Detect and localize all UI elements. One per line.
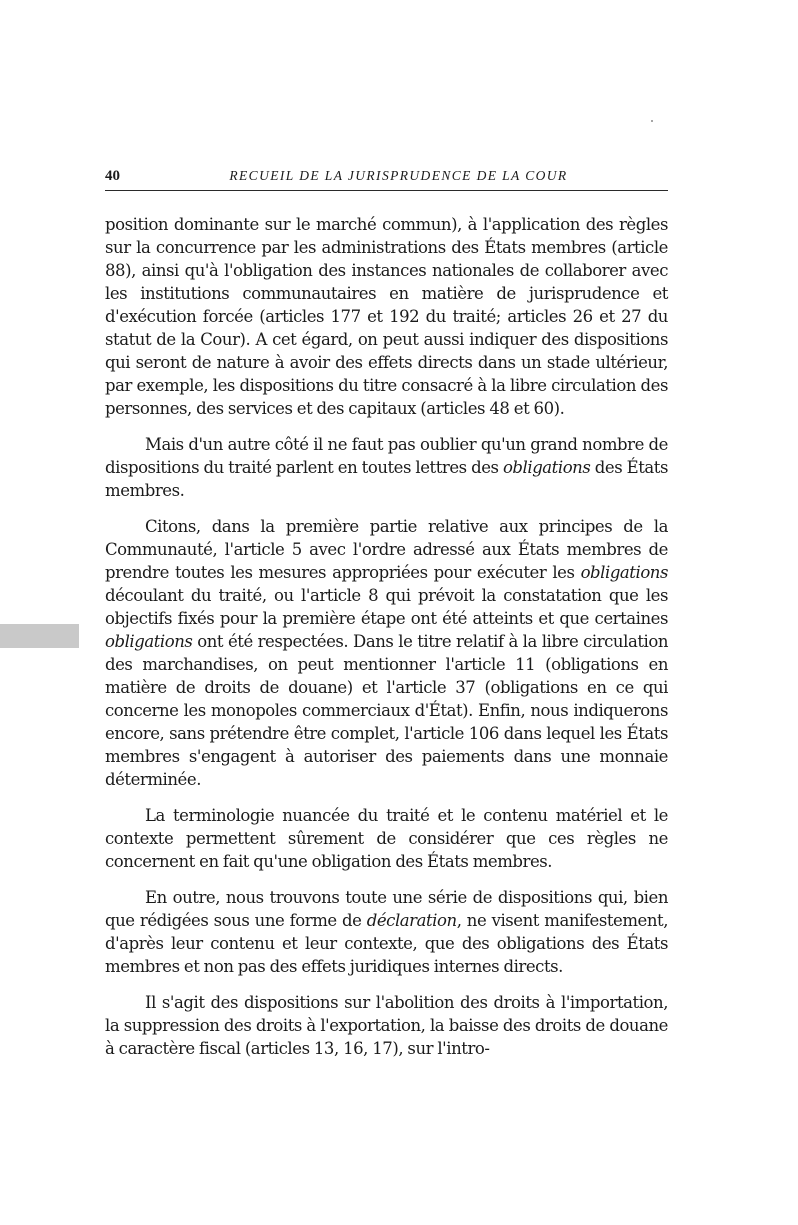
paragraph	[105, 991, 668, 1060]
running-header	[105, 160, 668, 191]
italic-phrase: déclaration	[366, 911, 457, 930]
paragraph	[105, 804, 668, 873]
paragraph	[105, 433, 668, 502]
text-run: ont été respectées. Dans le titre relatif à la libre circulation des marchandises, on peut mentionner l'article 11 (obligations en matière de droits de douane) et l'article 37 (obligations en ce qui concerne les monopoles commerciaux d'État). Enfin, nous indiquerons encore, sans prétendre être complet, l'article 106 dans lequel les États membres s'engagent à autoriser des paiements dans une monnaie déterminée.	[105, 632, 668, 789]
text-run: des États membres.	[105, 458, 668, 500]
text-run: En outre, nous trouvons toute une série de dispositions qui, bien que rédigées sous une forme de	[105, 888, 668, 930]
running-title: RECUEIL DE LA JURISPRUDENCE DE LA COUR	[229, 168, 568, 183]
text-run: Mais d'un autre côté il ne faut pas oublier qu'un grand nombre de dispositions du traité parlent en toutes lettres des	[105, 435, 668, 477]
body-text	[105, 213, 668, 1060]
italic-phrase: obligations	[502, 458, 591, 477]
text-run: , ne visent manifestement, d'après leur contenu et leur contexte, que des obligations des États membres et non pas des effets juridiques internes directs.	[105, 911, 669, 976]
page-number: 40	[105, 168, 120, 184]
text-run: La terminologie nuancée du traité et le contenu matériel et le contexte permettent sûrement de considérer que ces règles ne concernent en fait qu'une obligation des États membres.	[105, 806, 668, 871]
text-run: position dominante sur le marché commun), à l'application des règles sur la concurrence par les administrations des États membres (article 88), ainsi qu'à l'obligation des instances nationales de collaborer avec les institutions communautaires en matière de jurisprudence et d'exécution forcée (articles 177 et 192 du traité; articles 26 et 27 du statut de la Cour). A cet égard, on peut aussi indiquer des dispositions qui seront de nature à avoir des effets directs dans un stade ultérieur, par exemple, les dispositions du titre consacré à la libre circulation des personnes, des services et des capitaux (articles 48 et 60).	[105, 215, 668, 418]
text-run: Il s'agit des dispositions sur l'abolition des droits à l'importation, la suppression des droits à l'exportation, la baisse des droits de douane à caractère fiscal (articles 13, 16, 17), sur l'intro-	[105, 993, 668, 1058]
margin-highlight-bar	[0, 624, 79, 648]
italic-phrase: obligations	[580, 563, 668, 582]
paragraph	[105, 213, 668, 420]
scan-speck	[651, 120, 653, 122]
italic-phrase: obligations	[105, 632, 193, 651]
text-run: découlant du traité, ou l'article 8 qui prévoit la constatation que les objectifs fixés pour la première étape ont été atteints et que certaines	[105, 586, 668, 628]
paragraph	[105, 515, 668, 791]
text-run: Citons, dans la première partie relative aux principes de la Communauté, l'article 5 avec l'ordre adressé aux États membres de prendre toutes les mesures appropriées pour exécuter les	[105, 517, 668, 582]
paragraph	[105, 886, 668, 978]
